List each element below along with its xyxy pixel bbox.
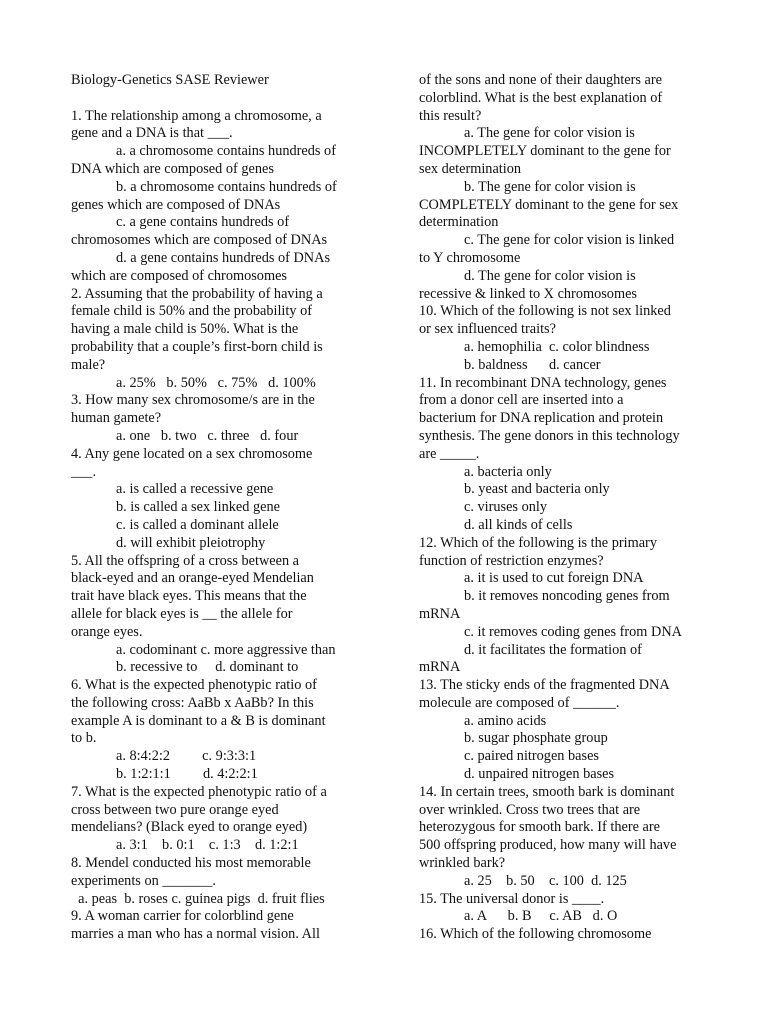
text-line: 10. Which of the following is not sex linked bbox=[419, 303, 671, 320]
text-line: a. 8:4:2:2 c. 9:3:3:1 bbox=[116, 748, 257, 765]
right-text-column bbox=[419, 72, 704, 944]
text-line: mendelians? (Black eyed to orange eyed) bbox=[71, 819, 308, 836]
text-line: c. paired nitrogen bases bbox=[464, 748, 599, 765]
text-line: d. a gene contains hundreds of DNAs bbox=[116, 249, 331, 266]
text-line: d. will exhibit pleiotrophy bbox=[116, 534, 266, 551]
text-line: to Y chromosome bbox=[419, 249, 521, 266]
text-line: 15. The universal donor is ____. bbox=[419, 890, 605, 907]
text-line: cross between two pure orange eyed bbox=[71, 801, 279, 818]
text-line: mRNA bbox=[419, 605, 461, 622]
text-line: a. hemophilia c. color blindness bbox=[464, 338, 650, 355]
text-line: the following cross: AaBb x AaBb? In this bbox=[71, 694, 314, 711]
text-line: male? bbox=[71, 356, 106, 373]
text-line: a. A b. B c. AB d. O bbox=[464, 908, 618, 925]
text-line: b. 1:2:1:1 d. 4:2:2:1 bbox=[116, 766, 258, 783]
text-line: b. recessive to d. dominant to bbox=[116, 659, 299, 676]
text-line: b. yeast and bacteria only bbox=[464, 481, 610, 498]
text-line: COMPLETELY dominant to the gene for sex bbox=[419, 196, 679, 213]
left-text-column bbox=[71, 72, 351, 944]
text-line: are _____. bbox=[419, 445, 480, 462]
text-line: b. baldness d. cancer bbox=[464, 356, 601, 373]
text-line: 14. In certain trees, smooth bark is dominant bbox=[419, 783, 675, 800]
text-line: experiments on _______. bbox=[71, 872, 216, 889]
text-line: d. The gene for color vision is bbox=[464, 267, 636, 284]
text-line: 11. In recombinant DNA technology, genes bbox=[419, 374, 667, 391]
text-line: b. is called a sex linked gene bbox=[116, 499, 280, 516]
text-line: black-eyed and an orange-eyed Mendelian bbox=[71, 570, 314, 587]
text-line: determination bbox=[419, 214, 499, 231]
text-line: 6. What is the expected phenotypic ratio of bbox=[71, 677, 317, 694]
text-line: a. amino acids bbox=[464, 712, 547, 729]
text-line: 12. Which of the following is the primary bbox=[419, 534, 657, 551]
text-line: b. a chromosome contains hundreds of bbox=[116, 178, 337, 195]
text-line: this result? bbox=[419, 107, 482, 124]
text-line: a. 25 b. 50 c. 100 d. 125 bbox=[464, 872, 627, 889]
text-line: a. peas b. roses c. guinea pigs d. fruit flies bbox=[71, 890, 325, 907]
text-line: 8. Mendel conducted his most memorable bbox=[71, 855, 311, 872]
text-line: 1. The relationship among a chromosome, a bbox=[71, 107, 322, 124]
text-line: synthesis. The gene donors in this technology bbox=[419, 427, 680, 444]
text-line: c. is called a dominant allele bbox=[116, 516, 279, 533]
text-line: b. sugar phosphate group bbox=[464, 730, 608, 747]
text-line: of the sons and none of their daughters are bbox=[419, 72, 662, 88]
text-line: from a donor cell are inserted into a bbox=[419, 392, 624, 409]
text-line: molecule are composed of ______. bbox=[419, 694, 620, 711]
text-line: c. The gene for color vision is linked bbox=[464, 232, 675, 249]
text-line: c. it removes coding genes from DNA bbox=[464, 623, 682, 640]
text-line: wrinkled bark? bbox=[419, 855, 506, 872]
text-line: having a male child is 50%. What is the bbox=[71, 321, 299, 338]
text-line: a. The gene for color vision is bbox=[464, 125, 635, 142]
text-line: heterozygous for smooth bark. If there are bbox=[419, 819, 660, 836]
text-line: female child is 50% and the probability of bbox=[71, 303, 312, 320]
text-line: gene and a DNA is that ___. bbox=[71, 125, 233, 142]
text-line: b. The gene for color vision is bbox=[464, 178, 636, 195]
text-line: allele for black eyes is __ the allele for bbox=[71, 605, 293, 622]
text-line: 3. How many sex chromosome/s are in the bbox=[71, 392, 315, 409]
text-line: 5. All the offspring of a cross between a bbox=[71, 552, 300, 569]
text-line: b. it removes noncoding genes from bbox=[464, 588, 670, 605]
text-line: d. unpaired nitrogen bases bbox=[464, 766, 615, 783]
text-line: 7. What is the expected phenotypic ratio of a bbox=[71, 783, 327, 800]
text-line: a. it is used to cut foreign DNA bbox=[464, 570, 644, 587]
text-line: Biology-Genetics SASE Reviewer bbox=[71, 72, 269, 88]
text-line: a. codominant c. more aggressive than bbox=[116, 641, 336, 658]
text-line: a. is called a recessive gene bbox=[116, 481, 274, 498]
text-line: a. 25% b. 50% c. 75% d. 100% bbox=[116, 374, 316, 391]
text-line: mRNA bbox=[419, 659, 461, 676]
text-line: a. bacteria only bbox=[464, 463, 552, 480]
text-line: sex determination bbox=[419, 160, 522, 177]
text-line: 2. Assuming that the probability of having a bbox=[71, 285, 323, 302]
text-line: c. a gene contains hundreds of bbox=[116, 214, 290, 231]
text-line: 4. Any gene located on a sex chromosome bbox=[71, 445, 313, 462]
text-line: probability that a couple’s first-born child is bbox=[71, 338, 323, 355]
text-line: 9. A woman carrier for colorblind gene bbox=[71, 908, 294, 925]
text-line: to b. bbox=[71, 730, 97, 747]
text-line: DNA which are composed of genes bbox=[71, 160, 274, 177]
text-line: recessive & linked to X chromosomes bbox=[419, 285, 637, 302]
text-line: human gamete? bbox=[71, 410, 162, 427]
text-line: which are composed of chromosomes bbox=[71, 267, 287, 284]
text-line: colorblind. What is the best explanation of bbox=[419, 89, 663, 106]
text-line: genes which are composed of DNAs bbox=[71, 196, 281, 213]
text-line: c. viruses only bbox=[464, 499, 547, 516]
text-line: 13. The sticky ends of the fragmented DNA bbox=[419, 677, 670, 694]
text-line: a. a chromosome contains hundreds of bbox=[116, 143, 336, 160]
text-line: orange eyes. bbox=[71, 623, 143, 640]
text-line: a. one b. two c. three d. four bbox=[116, 427, 299, 444]
text-line: chromosomes which are composed of DNAs bbox=[71, 232, 328, 249]
text-line: function of restriction enzymes? bbox=[419, 552, 604, 569]
text-line: marries a man who has a normal vision. All bbox=[71, 926, 320, 943]
text-line: d. all kinds of cells bbox=[464, 516, 573, 533]
text-line: or sex influenced traits? bbox=[419, 321, 556, 338]
text-line: d. it facilitates the formation of bbox=[464, 641, 642, 658]
text-line: ___. bbox=[71, 463, 97, 480]
text-line: INCOMPLETELY dominant to the gene for bbox=[419, 143, 671, 160]
text-line: a. 3:1 b. 0:1 c. 1:3 d. 1:2:1 bbox=[116, 837, 299, 854]
text-line: example A is dominant to a & B is dominant bbox=[71, 712, 326, 729]
text-line: over wrinkled. Cross two trees that are bbox=[419, 801, 641, 818]
text-line: trait have black eyes. This means that the bbox=[71, 588, 307, 605]
text-line: 500 offspring produced, how many will have bbox=[419, 837, 677, 854]
text-line bbox=[71, 90, 351, 108]
text-line: bacterium for DNA replication and protein bbox=[419, 410, 664, 427]
text-line: 16. Which of the following chromosome bbox=[419, 926, 652, 943]
